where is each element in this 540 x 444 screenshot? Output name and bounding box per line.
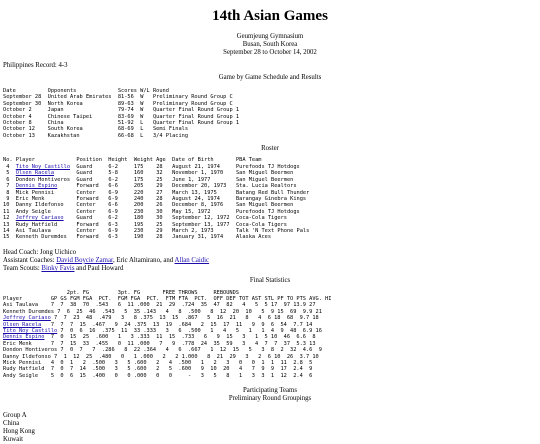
groupings-heading: Preliminary Round Groupings bbox=[228, 395, 312, 403]
roster-cell: Center bbox=[76, 227, 96, 234]
schedule-cell: 66-68 bbox=[117, 132, 134, 139]
venue-block bbox=[0, 33, 540, 58]
group-team-list bbox=[0, 420, 540, 444]
venue-dates: September 28 to October 14, 2002 bbox=[223, 49, 317, 57]
player-link[interactable]: Olsen Racela bbox=[3, 321, 42, 328]
roster-col-header: Age bbox=[156, 157, 166, 164]
schedule-col-header: Date bbox=[3, 88, 16, 95]
player-name: Rudy Hatfield bbox=[15, 221, 58, 228]
roster-cell: 9 bbox=[6, 195, 10, 202]
assistant-coaches-separator: , Eric Altamirano, and bbox=[112, 256, 175, 264]
roster-cell: Sta. Lucia Realtors bbox=[235, 183, 297, 190]
stats-values: 7 0 7 14 .500 3 5 .600 2 5 .600 9 10 20 4 7 9 9 17 2.4 9 bbox=[50, 366, 313, 373]
player-name: Mick Pennisi bbox=[3, 360, 42, 367]
head-coach-line bbox=[0, 249, 540, 257]
schedule-cell: L bbox=[140, 120, 144, 127]
roster-cell: Guard bbox=[76, 215, 93, 222]
schedule-cell: October 4 bbox=[3, 113, 32, 120]
schedule-cell: 3/4 Placing bbox=[152, 132, 189, 139]
schedule-cell: Kazakhstan bbox=[47, 132, 80, 139]
roster-cell: 11 bbox=[3, 208, 10, 215]
team-scouts-label: Team Scouts: bbox=[3, 265, 40, 273]
page-title: 14th Asian Games bbox=[212, 8, 328, 24]
stats-values: 7 1 12 25 .480 0 1 .000 2 2 1.000 8 21 29 3 2 6 10 26 3.7 10 bbox=[54, 353, 319, 360]
stats-values: 5 0 6 15 .400 0 0 .000 0 0 - 3 5 8 1 3 3 1 12 2.4 6 bbox=[50, 372, 313, 379]
assistant-coach-link-caidic[interactable]: Allan Caidic bbox=[174, 256, 210, 264]
roster-cell: Forward bbox=[76, 195, 99, 202]
player-link[interactable]: Tito Noy Castillo bbox=[15, 163, 71, 170]
roster-cell: Center bbox=[76, 208, 96, 215]
player-name: Rudy Hatfield bbox=[3, 366, 45, 373]
stats-row bbox=[3, 373, 540, 379]
player-link[interactable]: Jeffrey Cariaso bbox=[3, 315, 51, 322]
team-scouts-line bbox=[0, 265, 540, 273]
roster-cell: 28 bbox=[156, 234, 163, 241]
record-line: Philippines Record: 4-3 bbox=[3, 61, 68, 69]
stats-header-groups: 2pt. FG 3pt. FG FREE THROWS REBOUNDS bbox=[3, 289, 239, 296]
participating-heading: Participating Teams bbox=[243, 387, 297, 395]
roster-cell: Talk 'N Text Phone Pals bbox=[235, 227, 310, 234]
roster-cell: 7 bbox=[6, 183, 10, 190]
schedule-cell: September 28 bbox=[3, 94, 42, 101]
roster-cell: 6-9 bbox=[108, 208, 118, 215]
group-a-label: Group A bbox=[3, 411, 27, 419]
schedule-cell: Japan bbox=[47, 107, 64, 114]
roster-cell: Batang Red Bull Thunder bbox=[235, 189, 310, 196]
head-coach-name: Jong Uichico bbox=[40, 248, 77, 256]
roster-cell: 32 bbox=[156, 170, 163, 177]
roster-cell: 28 bbox=[156, 195, 163, 202]
stats-values: 7 0 6 16 .375 11 33 .333 3 6 .500 1 4 5 1 1 4 9 48 6.9 16 bbox=[60, 328, 322, 334]
roster-cell: 13 bbox=[3, 221, 10, 228]
roster-cell: June 1, 1977 bbox=[172, 176, 211, 183]
roster-col-header: Date of Birth bbox=[172, 157, 214, 164]
schedule-cell: W bbox=[140, 113, 144, 120]
roster-cell: 29 bbox=[156, 183, 163, 190]
player-name: Eric Menk bbox=[15, 195, 45, 202]
stats-heading: Final Statistics bbox=[249, 277, 291, 285]
roster-cell: 6 bbox=[6, 176, 10, 183]
roster-col-header: Height bbox=[108, 157, 128, 164]
schedule-col-header: Scores bbox=[117, 88, 137, 95]
roster-cell: 6-3 bbox=[108, 234, 118, 241]
stats-values: 7 6 25 46 .543 5 35 .143 4 8 .500 8 12 20 10 5 9 15 69 9.9 21 bbox=[57, 308, 322, 315]
schedule-cell: 79-74 bbox=[117, 107, 134, 114]
roster-cell: 240 bbox=[133, 195, 144, 202]
roster-row bbox=[3, 234, 540, 240]
roster-cell: March 13, 1975 bbox=[172, 189, 217, 196]
player-link[interactable]: Olsen Racela bbox=[15, 170, 55, 177]
schedule-cell: W bbox=[140, 100, 144, 107]
roster-cell: 8 bbox=[6, 189, 10, 196]
roster-cell: Guard bbox=[76, 170, 93, 177]
player-link[interactable]: Dennis Espino bbox=[3, 334, 45, 341]
stats-header-columns: Player GP GS FGM FGA PCT. FGM FGA PCT. FTM FTA PCT. OFF DEF TOT AST STL PF TO PTS AVG. HI bbox=[3, 295, 332, 302]
roster-cell: 230 bbox=[133, 208, 144, 215]
roster-cell: 160 bbox=[133, 170, 144, 177]
schedule-cell: October 2 bbox=[3, 107, 32, 114]
player-name: Dondon Hontiveros bbox=[3, 347, 58, 354]
schedule-row bbox=[3, 133, 540, 139]
player-name: Andy Seigle bbox=[15, 208, 51, 215]
roster-cell: 28 bbox=[156, 163, 163, 170]
roster-cell: 25 bbox=[156, 176, 163, 183]
assistant-coaches-line bbox=[0, 257, 540, 265]
roster-cell: January 31, 1974 bbox=[172, 234, 224, 241]
roster-cell: 6-9 bbox=[108, 189, 118, 196]
schedule-cell: L bbox=[140, 126, 144, 133]
assistant-coaches-label: Assistant Coaches: bbox=[3, 256, 55, 264]
roster-cell: San Miguel Beermen bbox=[235, 170, 294, 177]
stats-values: 7 7 15 33 .455 0 11 .000 7 9 .778 24 35 59 3 4 7 7 37 5.3 13 bbox=[50, 340, 316, 347]
page bbox=[0, 8, 540, 444]
schedule-col-header: Round bbox=[152, 88, 169, 95]
schedule-cell: September 30 bbox=[3, 100, 42, 107]
player-name: Mick Pennisi bbox=[15, 189, 55, 196]
schedule-cell: 51-92 bbox=[117, 120, 134, 127]
roster-cell: November 1, 1970 bbox=[172, 170, 224, 177]
roster-cell: May 15, 1972 bbox=[172, 208, 211, 215]
schedule-cell: Quarter Final Round Group 1 bbox=[152, 120, 240, 127]
roster-cell: 180 bbox=[133, 215, 144, 222]
roster-col-header: PBA Team bbox=[235, 157, 262, 164]
stats-values: 7 7 38 70 .543 6 11 .000 21 29 .724 35 47 82 4 5 5 17 97 13.9 27 bbox=[50, 302, 316, 309]
player-name: Dondon Hontiveros bbox=[15, 176, 71, 183]
venue-location: Busan, South Korea bbox=[242, 41, 298, 49]
roster-cell: 15 bbox=[3, 234, 10, 241]
roster-cell: 10 bbox=[3, 202, 10, 209]
roster-cell: Coca-Cola Tigers bbox=[235, 221, 287, 228]
roster-col-header: Weight bbox=[133, 157, 153, 164]
schedule-cell: Semi Finals bbox=[152, 126, 189, 133]
roster-cell: 220 bbox=[133, 189, 144, 196]
roster-col-header: Position bbox=[76, 157, 102, 164]
roster-cell: Coca-Cola Tigers bbox=[235, 215, 287, 222]
schedule-cell: South Korea bbox=[47, 126, 83, 133]
roster-heading: Roster bbox=[261, 145, 279, 153]
schedule-cell: 89-63 bbox=[117, 100, 134, 107]
schedule-cell: 68-69 bbox=[117, 126, 134, 133]
roster-cell: 6-3 bbox=[108, 221, 118, 228]
roster-cell: December 8, 1976 bbox=[172, 202, 224, 209]
schedule-cell: United Arab Emirates bbox=[47, 94, 112, 101]
schedule-cell: October 13 bbox=[3, 132, 35, 139]
roster-cell: 14 bbox=[3, 227, 10, 234]
roster-cell: 175 bbox=[133, 176, 144, 183]
assistant-coach-link-zamar[interactable]: David Boycie Zamar bbox=[56, 256, 113, 264]
stats-values: 7 0 7 7 .286 8 22 .364 4 6 .667 1 12 15 5 3 8 2 32 4.6 9 bbox=[60, 347, 322, 354]
group-team: Hong Kong bbox=[3, 428, 35, 436]
roster-cell: September 12, 1972 bbox=[172, 215, 230, 222]
schedule-cell: Quarter Final Round Group 1 bbox=[152, 113, 240, 120]
schedule-cell: Preliminary Round Group C bbox=[152, 94, 233, 101]
roster-table bbox=[0, 157, 540, 240]
schedule-cell: Quarter Final Round Group 1 bbox=[152, 107, 240, 114]
roster-cell: 6-2 bbox=[108, 163, 118, 170]
roster-cell: San Miguel Beermen bbox=[235, 176, 294, 183]
roster-cell: 26 bbox=[156, 202, 163, 209]
roster-cell: Purefoods TJ Hotdogs bbox=[235, 163, 300, 170]
roster-cell: 190 bbox=[133, 234, 144, 241]
group-team: Kuwait bbox=[3, 436, 24, 444]
roster-cell: Barangay Ginebra Kings bbox=[235, 195, 307, 202]
roster-cell: December 20, 1973 bbox=[172, 183, 227, 190]
head-coach-label: Head Coach: bbox=[3, 248, 39, 256]
venue-name: Geumjeung Gymnasium bbox=[236, 33, 304, 40]
player-name: Danny Ildefonso bbox=[15, 202, 64, 209]
stats-values: 7 7 7 15 .467 9 24 .375 13 19 .684 2 15 17 11 9 9 6 54 7.7 14 bbox=[50, 321, 313, 328]
schedule-cell: North Korea bbox=[47, 100, 83, 107]
roster-cell: August 24, 1974 bbox=[172, 195, 220, 202]
player-link[interactable]: Tito Noy Castillo bbox=[3, 328, 58, 334]
schedule-cell: 81-56 bbox=[117, 94, 134, 101]
roster-cell: 6-2 bbox=[108, 215, 118, 222]
roster-cell: Forward bbox=[76, 183, 99, 190]
roster-cell: 195 bbox=[133, 221, 144, 228]
roster-cell: 25 bbox=[156, 221, 163, 228]
stats-table bbox=[0, 290, 540, 380]
player-name: Andy Seigle bbox=[3, 372, 39, 379]
roster-cell: 230 bbox=[133, 227, 144, 234]
roster-cell: 30 bbox=[156, 208, 163, 215]
roster-col-header: No. bbox=[3, 157, 13, 164]
roster-cell: Purefoods TJ Hotdogs bbox=[235, 208, 300, 215]
player-link[interactable]: Dennis Espino bbox=[15, 183, 58, 190]
player-name: Asi Taulava bbox=[15, 227, 51, 234]
player-name: Kenneth Duremdes bbox=[3, 308, 55, 315]
roster-cell: 6-9 bbox=[108, 195, 118, 202]
player-name: Eric Menk bbox=[3, 340, 32, 347]
roster-cell: Guard bbox=[76, 176, 93, 183]
roster-cell: Guard bbox=[76, 163, 93, 170]
roster-cell: 30 bbox=[156, 215, 163, 222]
stats-values: 7 7 23 48 .479 3 8 .375 13 15 .867 5 16 21 8 4 6 18 68 9.7 18 bbox=[54, 315, 319, 322]
schedule-cell: October 8 bbox=[3, 120, 32, 127]
group-team: China bbox=[3, 419, 20, 427]
player-link[interactable]: Jeffrey Cariaso bbox=[15, 215, 64, 222]
player-name: Asi Taulava bbox=[3, 302, 39, 309]
roster-cell: 6-6 bbox=[108, 202, 118, 209]
roster-cell: 27 bbox=[156, 189, 163, 196]
roster-cell: 200 bbox=[133, 202, 144, 209]
schedule-cell: China bbox=[47, 120, 64, 127]
player-name: Danny Ildefonso bbox=[3, 353, 51, 360]
schedule-cell: 83-69 bbox=[117, 113, 134, 120]
roster-cell: Alaska Aces bbox=[235, 234, 272, 241]
player-name: Kenneth Duremdes bbox=[15, 234, 67, 241]
roster-cell: 6-9 bbox=[108, 227, 118, 234]
stats-values: 7 0 15 25 .600 1 3 .333 11 15 .733 6 9 15 3 1 5 10 46 6.6 8 bbox=[50, 334, 316, 341]
stats-values: 4 0 1 2 .500 3 5 .600 2 4 .500 1 2 3 0 0 1 1 11 2.8 5 bbox=[50, 360, 313, 367]
roster-cell: March 2, 1973 bbox=[172, 227, 214, 234]
schedule-cell: Preliminary Round Group C bbox=[152, 100, 233, 107]
roster-cell: August 21, 1974 bbox=[172, 163, 220, 170]
roster-cell: 6-6 bbox=[108, 183, 118, 190]
schedule-cell: Chinese Taipei bbox=[47, 113, 93, 120]
schedule-col-header: W/L bbox=[140, 88, 150, 95]
roster-cell: Center bbox=[76, 189, 96, 196]
schedule-cell: W bbox=[140, 94, 144, 101]
roster-cell: 12 bbox=[3, 215, 10, 222]
schedule-cell: W bbox=[140, 107, 144, 114]
schedule-table bbox=[0, 88, 540, 139]
roster-cell: September 13, 1977 bbox=[172, 221, 230, 228]
roster-col-header: Player bbox=[15, 157, 35, 164]
roster-cell: San Miguel Beermen bbox=[235, 202, 294, 209]
roster-cell: 6-2 bbox=[108, 176, 118, 183]
roster-cell: Forward bbox=[76, 221, 99, 228]
schedule-col-header: Opponents bbox=[47, 88, 77, 95]
schedule-heading: Game by Game Schedule and Results bbox=[218, 73, 322, 81]
roster-cell: 5-8 bbox=[108, 170, 118, 177]
team-scouts-separator: and Paul Howard bbox=[74, 265, 124, 273]
roster-cell: 5 bbox=[6, 170, 10, 177]
schedule-cell: L bbox=[140, 132, 144, 139]
schedule-cell: October 12 bbox=[3, 126, 35, 133]
roster-cell: 4 bbox=[6, 163, 10, 170]
team-scout-link-favis[interactable]: Binky Favis bbox=[41, 265, 75, 273]
roster-cell: 175 bbox=[133, 163, 144, 170]
roster-cell: 205 bbox=[133, 183, 144, 190]
roster-cell: Forward bbox=[76, 234, 99, 241]
roster-cell: 29 bbox=[156, 227, 163, 234]
roster-cell: Center bbox=[76, 202, 96, 209]
